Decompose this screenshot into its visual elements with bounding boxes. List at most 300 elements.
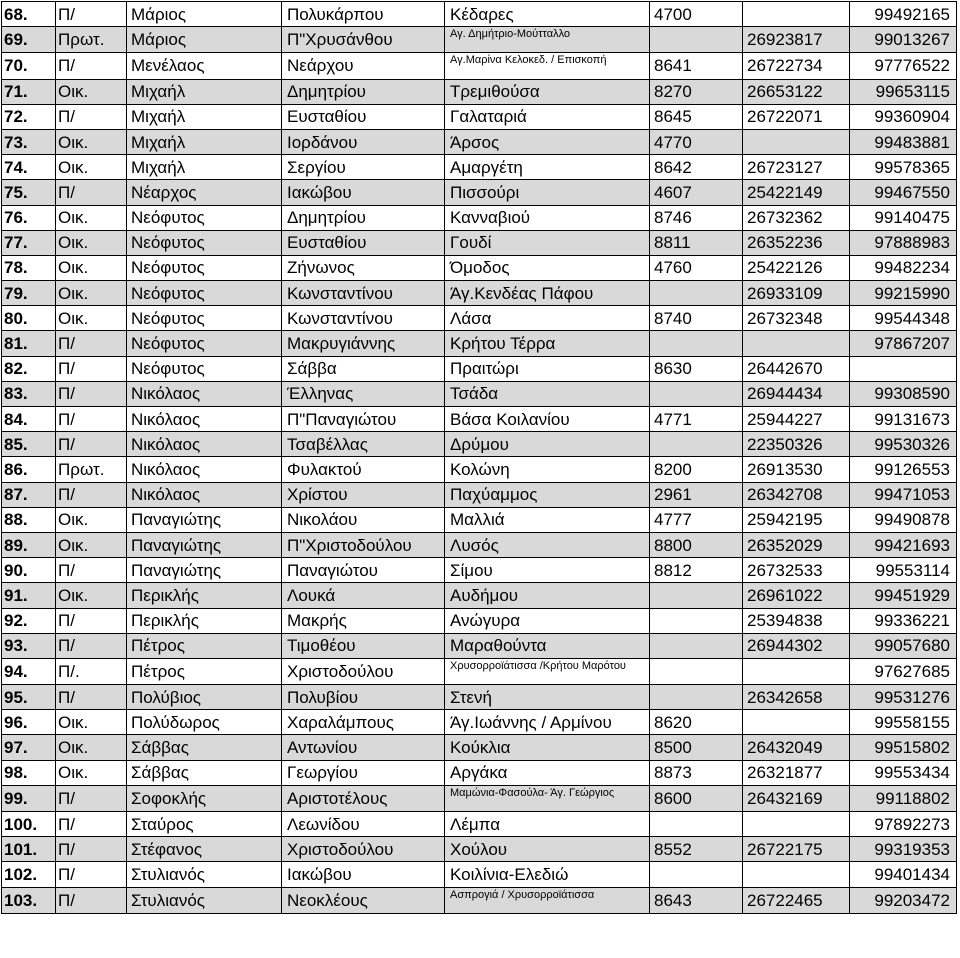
first-name-cell: Σάββας xyxy=(127,760,282,785)
phone-cell xyxy=(743,331,850,356)
village-cell: Σίμου xyxy=(445,558,650,583)
patronym-cell: Κωνσταντίνου xyxy=(282,281,445,306)
row-number: 100. xyxy=(2,812,56,837)
table-body xyxy=(2,2,957,914)
patronym-cell: Πολυκάρπου xyxy=(282,2,445,27)
mobile-cell: 99553434 xyxy=(850,760,957,785)
row-number: 86. xyxy=(2,457,56,482)
table-row xyxy=(2,180,957,205)
patronym-cell: Κωνσταντίνου xyxy=(282,306,445,331)
first-name-cell: Νεόφυτος xyxy=(127,255,282,280)
row-number: 85. xyxy=(2,432,56,457)
code-cell: 4777 xyxy=(650,507,743,532)
row-number: 80. xyxy=(2,306,56,331)
code-cell: 8600 xyxy=(650,785,743,811)
table-row xyxy=(2,887,957,913)
first-name-cell: Στέφανος xyxy=(127,837,282,862)
table-row xyxy=(2,532,957,557)
mobile-cell: 99451929 xyxy=(850,583,957,608)
row-number: 103. xyxy=(2,887,56,913)
code-cell xyxy=(650,583,743,608)
phone-cell xyxy=(743,812,850,837)
row-number: 72. xyxy=(2,104,56,129)
row-number: 84. xyxy=(2,407,56,432)
title-cell: Π/ xyxy=(56,432,127,457)
table-row xyxy=(2,255,957,280)
row-number: 70. xyxy=(2,53,56,79)
first-name-cell: Νικόλαος xyxy=(127,432,282,457)
phone-cell: 26732533 xyxy=(743,558,850,583)
phone-cell: 26653122 xyxy=(743,79,850,104)
mobile-cell: 99401434 xyxy=(850,862,957,887)
first-name-cell: Πέτρος xyxy=(127,633,282,658)
title-cell: Οικ. xyxy=(56,230,127,255)
row-number: 79. xyxy=(2,281,56,306)
patronym-cell: Χριστοδούλου xyxy=(282,658,445,684)
mobile-cell: 99531276 xyxy=(850,685,957,710)
row-number: 71. xyxy=(2,79,56,104)
phone-cell: 26442670 xyxy=(743,356,850,381)
table-row xyxy=(2,356,957,381)
phone-cell: 26321877 xyxy=(743,760,850,785)
mobile-cell: 97867207 xyxy=(850,331,957,356)
patronym-cell: Μακρής xyxy=(282,608,445,633)
row-number: 77. xyxy=(2,230,56,255)
patronym-cell: Χαραλάμπους xyxy=(282,710,445,735)
phone-cell: 26342708 xyxy=(743,482,850,507)
title-cell: Π/ xyxy=(56,685,127,710)
title-cell: Οικ. xyxy=(56,255,127,280)
title-cell: Π/ xyxy=(56,608,127,633)
village-cell: Άρσος xyxy=(445,129,650,154)
code-cell: 8200 xyxy=(650,457,743,482)
patronym-cell: Σάββα xyxy=(282,356,445,381)
village-cell: Γαλαταριά xyxy=(445,104,650,129)
phone-cell: 26722175 xyxy=(743,837,850,862)
code-cell: 8873 xyxy=(650,760,743,785)
patronym-cell: Τιμοθέου xyxy=(282,633,445,658)
row-number: 88. xyxy=(2,507,56,532)
code-cell xyxy=(650,608,743,633)
village-cell: Άγ.Κενδέας Πάφου xyxy=(445,281,650,306)
title-cell: Πρωτ. xyxy=(56,27,127,53)
row-number: 68. xyxy=(2,2,56,27)
phone-cell: 25422149 xyxy=(743,180,850,205)
first-name-cell: Παναγιώτης xyxy=(127,532,282,557)
patronym-cell: Ευσταθίου xyxy=(282,104,445,129)
code-cell: 8642 xyxy=(650,155,743,180)
patronym-cell: Παναγιώτου xyxy=(282,558,445,583)
title-cell: Π/ xyxy=(56,558,127,583)
table-row xyxy=(2,407,957,432)
mobile-cell: 97888983 xyxy=(850,230,957,255)
table-row xyxy=(2,104,957,129)
mobile-cell: 99421693 xyxy=(850,532,957,557)
phone-cell: 25942195 xyxy=(743,507,850,532)
village-cell: Ανώγυρα xyxy=(445,608,650,633)
village-cell: Κοιλίνια-Ελεδιώ xyxy=(445,862,650,887)
row-number: 82. xyxy=(2,356,56,381)
table-row xyxy=(2,760,957,785)
village-cell: Κέδαρες xyxy=(445,2,650,27)
code-cell: 4771 xyxy=(650,407,743,432)
mobile-cell: 97776522 xyxy=(850,53,957,79)
first-name-cell: Νικόλαος xyxy=(127,457,282,482)
title-cell: Οικ. xyxy=(56,735,127,760)
code-cell: 8641 xyxy=(650,53,743,79)
patronym-cell: Μακρυγιάννης xyxy=(282,331,445,356)
phone-cell: 26732348 xyxy=(743,306,850,331)
phone-cell xyxy=(743,658,850,684)
mobile-cell: 99558155 xyxy=(850,710,957,735)
patronym-cell: Δημητρίου xyxy=(282,79,445,104)
phone-cell: 26923817 xyxy=(743,27,850,53)
village-cell: Βάσα Κοιλανίου xyxy=(445,407,650,432)
code-cell: 8552 xyxy=(650,837,743,862)
table-row xyxy=(2,2,957,27)
title-cell: Πρωτ. xyxy=(56,457,127,482)
title-cell: Π/ xyxy=(56,837,127,862)
village-cell: Κούκλια xyxy=(445,735,650,760)
table-row xyxy=(2,507,957,532)
title-cell: Οικ. xyxy=(56,583,127,608)
row-number: 93. xyxy=(2,633,56,658)
mobile-cell: 99653115 xyxy=(850,79,957,104)
row-number: 76. xyxy=(2,205,56,230)
code-cell: 8500 xyxy=(650,735,743,760)
phone-cell: 26432169 xyxy=(743,785,850,811)
table-row xyxy=(2,27,957,53)
first-name-cell: Νεόφυτος xyxy=(127,205,282,230)
row-number: 83. xyxy=(2,381,56,406)
mobile-cell: 99553114 xyxy=(850,558,957,583)
village-cell: Όμοδος xyxy=(445,255,650,280)
first-name-cell: Μιχαήλ xyxy=(127,129,282,154)
village-cell: Άγ.Ιωάννης / Αρμίνου xyxy=(445,710,650,735)
first-name-cell: Σταύρος xyxy=(127,812,282,837)
code-cell: 8740 xyxy=(650,306,743,331)
first-name-cell: Νικόλαος xyxy=(127,407,282,432)
row-number: 90. xyxy=(2,558,56,583)
patronym-cell: Ζήνωνος xyxy=(282,255,445,280)
mobile-cell: 97892273 xyxy=(850,812,957,837)
table-row xyxy=(2,155,957,180)
title-cell: Οικ. xyxy=(56,306,127,331)
village-cell: Πισσούρι xyxy=(445,180,650,205)
row-number: 102. xyxy=(2,862,56,887)
title-cell: Π/ xyxy=(56,381,127,406)
title-cell: Π/ xyxy=(56,862,127,887)
first-name-cell: Πολύδωρος xyxy=(127,710,282,735)
phone-cell: 26722465 xyxy=(743,887,850,913)
code-cell xyxy=(650,381,743,406)
village-cell: Μαλλιά xyxy=(445,507,650,532)
village-cell: Στενή xyxy=(445,685,650,710)
table-row xyxy=(2,633,957,658)
title-cell: Π/ xyxy=(56,633,127,658)
patronym-cell: Λεωνίδου xyxy=(282,812,445,837)
table-row xyxy=(2,457,957,482)
village-cell: Λυσός xyxy=(445,532,650,557)
title-cell: Οικ. xyxy=(56,205,127,230)
table-row xyxy=(2,230,957,255)
title-cell: Π/ xyxy=(56,53,127,79)
code-cell: 4760 xyxy=(650,255,743,280)
title-cell: Οικ. xyxy=(56,155,127,180)
first-name-cell: Νεόφυτος xyxy=(127,230,282,255)
title-cell: Π/ xyxy=(56,2,127,27)
title-cell: Π/ xyxy=(56,407,127,432)
village-cell: Κρήτου Τέρρα xyxy=(445,331,650,356)
phone-cell: 26944302 xyxy=(743,633,850,658)
village-cell: Πραιτώρι xyxy=(445,356,650,381)
phone-cell: 25944227 xyxy=(743,407,850,432)
first-name-cell: Νεόφυτος xyxy=(127,331,282,356)
code-cell: 8800 xyxy=(650,532,743,557)
phone-cell xyxy=(743,710,850,735)
table-row xyxy=(2,205,957,230)
patronym-cell: Π"Χριστοδούλου xyxy=(282,532,445,557)
village-cell: Παχύαμμος xyxy=(445,482,650,507)
title-cell: Οικ. xyxy=(56,710,127,735)
patronym-cell: Γεωργίου xyxy=(282,760,445,785)
phone-cell: 25422126 xyxy=(743,255,850,280)
phone-cell: 25394838 xyxy=(743,608,850,633)
patronym-cell: Φυλακτού xyxy=(282,457,445,482)
table-row xyxy=(2,812,957,837)
village-cell: Τσάδα xyxy=(445,381,650,406)
first-name-cell: Σάββας xyxy=(127,735,282,760)
first-name-cell: Νικόλαος xyxy=(127,381,282,406)
phone-cell: 26352029 xyxy=(743,532,850,557)
village-cell: Κανναβιού xyxy=(445,205,650,230)
code-cell xyxy=(650,27,743,53)
table-row xyxy=(2,53,957,79)
village-cell: Δρύμου xyxy=(445,432,650,457)
patronym-cell: Ιορδάνου xyxy=(282,129,445,154)
phone-cell: 26961022 xyxy=(743,583,850,608)
code-cell: 4700 xyxy=(650,2,743,27)
phone-cell: 22350326 xyxy=(743,432,850,457)
row-number: 92. xyxy=(2,608,56,633)
phone-cell xyxy=(743,862,850,887)
title-cell: Οικ. xyxy=(56,129,127,154)
row-number: 69. xyxy=(2,27,56,53)
patronym-cell: Ιακώβου xyxy=(282,862,445,887)
row-number: 101. xyxy=(2,837,56,862)
row-number: 73. xyxy=(2,129,56,154)
table-row xyxy=(2,862,957,887)
patronym-cell: Αριστοτέλους xyxy=(282,785,445,811)
mobile-cell: 97627685 xyxy=(850,658,957,684)
mobile-cell: 99578365 xyxy=(850,155,957,180)
patronym-cell: Π"Χρυσάνθου xyxy=(282,27,445,53)
first-name-cell: Περικλής xyxy=(127,608,282,633)
title-cell: Π/ xyxy=(56,482,127,507)
patronym-cell: Ιακώβου xyxy=(282,180,445,205)
patronym-cell: Νικολάου xyxy=(282,507,445,532)
village-cell: Αγ.Μαρίνα Κελοκεδ. / Επισκοπή xyxy=(445,53,650,79)
title-cell: Οικ. xyxy=(56,760,127,785)
mobile-cell: 99336221 xyxy=(850,608,957,633)
table-row xyxy=(2,558,957,583)
phone-cell: 26723127 xyxy=(743,155,850,180)
table-row xyxy=(2,583,957,608)
first-name-cell: Μιχαήλ xyxy=(127,104,282,129)
first-name-cell: Σοφοκλής xyxy=(127,785,282,811)
patronym-cell: Τσαβέλλας xyxy=(282,432,445,457)
village-cell: Αργάκα xyxy=(445,760,650,785)
row-number: 87. xyxy=(2,482,56,507)
code-cell: 8630 xyxy=(650,356,743,381)
first-name-cell: Περικλής xyxy=(127,583,282,608)
code-cell: 8643 xyxy=(650,887,743,913)
village-cell: Λέμπα xyxy=(445,812,650,837)
mobile-cell: 99013267 xyxy=(850,27,957,53)
phone-cell: 26432049 xyxy=(743,735,850,760)
first-name-cell: Παναγιώτης xyxy=(127,507,282,532)
mobile-cell: 99131673 xyxy=(850,407,957,432)
phone-cell xyxy=(743,2,850,27)
mobile-cell: 99482234 xyxy=(850,255,957,280)
mobile-cell: 99544348 xyxy=(850,306,957,331)
code-cell: 8811 xyxy=(650,230,743,255)
patronym-cell: Π"Παναγιώτου xyxy=(282,407,445,432)
phone-cell: 26732362 xyxy=(743,205,850,230)
code-cell: 8620 xyxy=(650,710,743,735)
table-row xyxy=(2,79,957,104)
title-cell: Π/ xyxy=(56,812,127,837)
row-number: 98. xyxy=(2,760,56,785)
village-cell: Αυδήμου xyxy=(445,583,650,608)
row-number: 91. xyxy=(2,583,56,608)
mobile-cell: 99467550 xyxy=(850,180,957,205)
phone-cell xyxy=(743,129,850,154)
title-cell: Οικ. xyxy=(56,281,127,306)
title-cell: Π/ xyxy=(56,331,127,356)
patronym-cell: Ευσταθίου xyxy=(282,230,445,255)
table-row xyxy=(2,685,957,710)
row-number: 96. xyxy=(2,710,56,735)
first-name-cell: Νεόφυτος xyxy=(127,281,282,306)
first-name-cell: Μενέλαος xyxy=(127,53,282,79)
mobile-cell: 99215990 xyxy=(850,281,957,306)
table-row xyxy=(2,608,957,633)
phone-cell: 26722071 xyxy=(743,104,850,129)
first-name-cell: Παναγιώτης xyxy=(127,558,282,583)
table-row xyxy=(2,129,957,154)
first-name-cell: Μάριος xyxy=(127,27,282,53)
patronym-cell: Σεργίου xyxy=(282,155,445,180)
first-name-cell: Μάριος xyxy=(127,2,282,27)
mobile-cell: 99140475 xyxy=(850,205,957,230)
code-cell xyxy=(650,812,743,837)
village-cell: Γουδί xyxy=(445,230,650,255)
patronym-cell: Χρίστου xyxy=(282,482,445,507)
title-cell: Π/ xyxy=(56,180,127,205)
title-cell: Π/ xyxy=(56,356,127,381)
title-cell: Οικ. xyxy=(56,532,127,557)
code-cell: 4607 xyxy=(650,180,743,205)
code-cell xyxy=(650,432,743,457)
table-row xyxy=(2,482,957,507)
patronym-cell: Πολυβίου xyxy=(282,685,445,710)
first-name-cell: Νεόφυτος xyxy=(127,306,282,331)
mobile-cell: 99471053 xyxy=(850,482,957,507)
title-cell: Π/ xyxy=(56,104,127,129)
table-row xyxy=(2,331,957,356)
code-cell xyxy=(650,658,743,684)
mobile-cell: 99203472 xyxy=(850,887,957,913)
row-number: 94. xyxy=(2,658,56,684)
patronym-cell: Αντωνίου xyxy=(282,735,445,760)
title-cell: Οικ. xyxy=(56,507,127,532)
title-cell: Π/ xyxy=(56,887,127,913)
patronym-cell: Νεάρχου xyxy=(282,53,445,79)
first-name-cell: Στυλιανός xyxy=(127,862,282,887)
patronym-cell: Λουκά xyxy=(282,583,445,608)
village-cell: Χούλου xyxy=(445,837,650,862)
first-name-cell: Νικόλαος xyxy=(127,482,282,507)
table-row xyxy=(2,735,957,760)
phone-cell: 26352236 xyxy=(743,230,850,255)
mobile-cell: 99492165 xyxy=(850,2,957,27)
phone-cell: 26933109 xyxy=(743,281,850,306)
mobile-cell xyxy=(850,356,957,381)
mobile-cell: 99360904 xyxy=(850,104,957,129)
mobile-cell: 99126553 xyxy=(850,457,957,482)
phone-cell: 26722734 xyxy=(743,53,850,79)
first-name-cell: Νεόφυτος xyxy=(127,356,282,381)
village-cell: Κολώνη xyxy=(445,457,650,482)
row-number: 74. xyxy=(2,155,56,180)
patronym-cell: Έλληνας xyxy=(282,381,445,406)
table-row xyxy=(2,381,957,406)
title-cell: Π/ xyxy=(56,785,127,811)
mobile-cell: 99483881 xyxy=(850,129,957,154)
first-name-cell: Νέαρχος xyxy=(127,180,282,205)
code-cell xyxy=(650,331,743,356)
phone-cell: 26944434 xyxy=(743,381,850,406)
phone-cell: 26342658 xyxy=(743,685,850,710)
title-cell: Π/. xyxy=(56,658,127,684)
mobile-cell: 99319353 xyxy=(850,837,957,862)
village-cell: Μαραθούντα xyxy=(445,633,650,658)
code-cell: 4770 xyxy=(650,129,743,154)
mobile-cell: 99118802 xyxy=(850,785,957,811)
mobile-cell: 99308590 xyxy=(850,381,957,406)
village-cell: Αμαργέτη xyxy=(445,155,650,180)
row-number: 75. xyxy=(2,180,56,205)
title-cell: Οικ. xyxy=(56,79,127,104)
first-name-cell: Πέτρος xyxy=(127,658,282,684)
village-cell: Μαμώνια-Φασούλα- Άγ. Γεώργιος xyxy=(445,785,650,811)
directory-table xyxy=(1,1,957,914)
village-cell: Αγ. Δημήτριο-Μούτταλλο xyxy=(445,27,650,53)
code-cell: 8270 xyxy=(650,79,743,104)
row-number: 95. xyxy=(2,685,56,710)
patronym-cell: Δημητρίου xyxy=(282,205,445,230)
row-number: 81. xyxy=(2,331,56,356)
village-cell: Τρεμιθούσα xyxy=(445,79,650,104)
table-row xyxy=(2,710,957,735)
table-row xyxy=(2,281,957,306)
code-cell xyxy=(650,633,743,658)
row-number: 78. xyxy=(2,255,56,280)
table-row xyxy=(2,785,957,811)
code-cell xyxy=(650,281,743,306)
row-number: 97. xyxy=(2,735,56,760)
